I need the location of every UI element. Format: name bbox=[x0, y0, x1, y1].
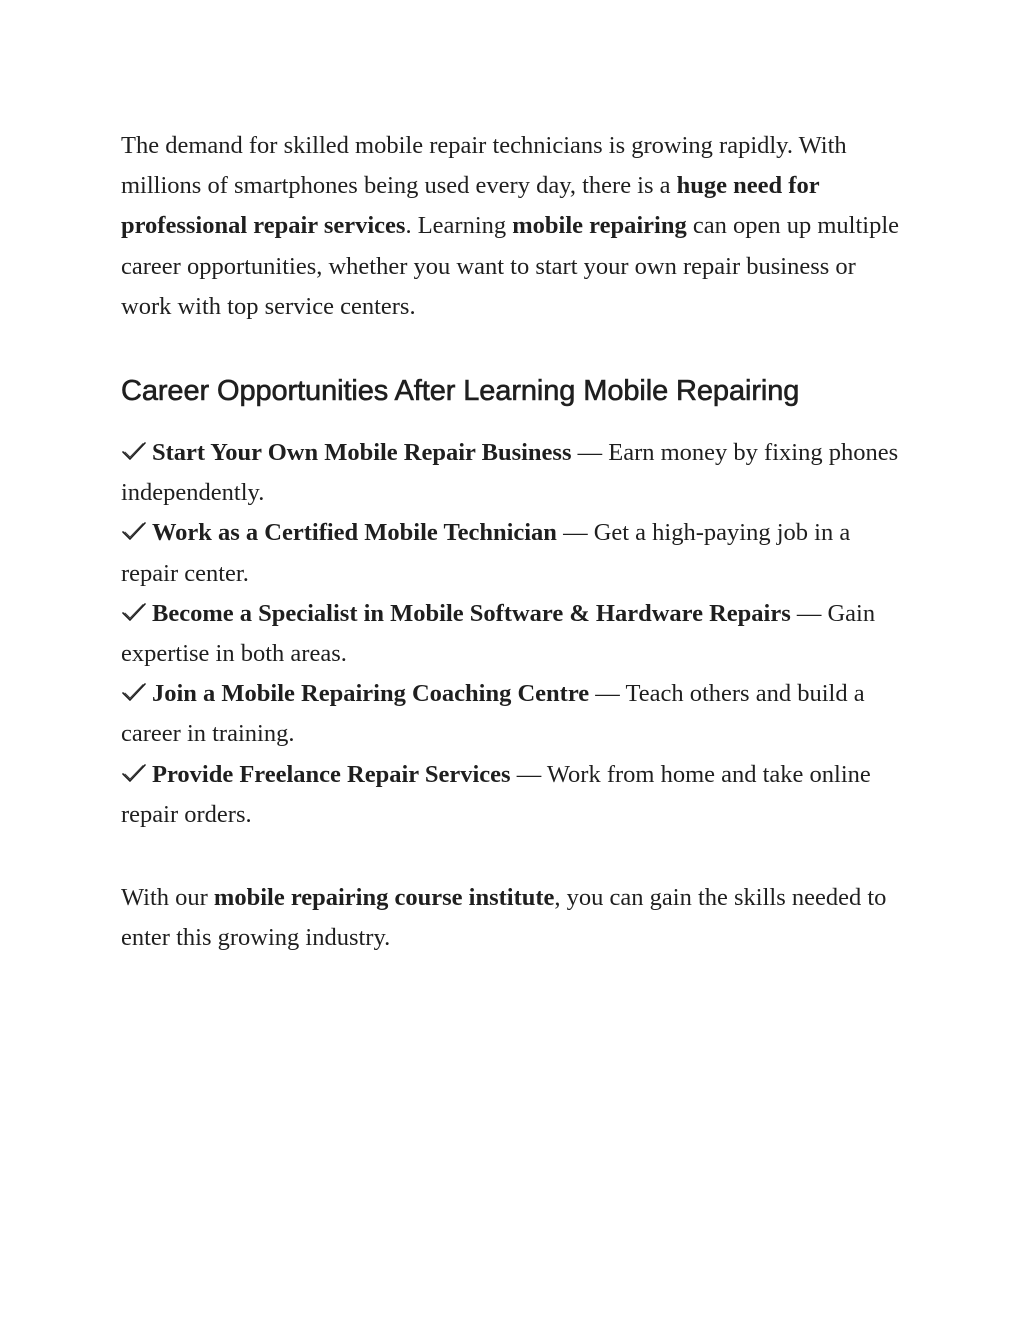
intro-bold-2: mobile repairing bbox=[512, 212, 687, 240]
intro-text-1: The demand for skilled mobile repair technicians is growing rapidly. With millions of smartphones being used every day, there is a bbox=[121, 132, 847, 200]
opportunity-list bbox=[121, 433, 911, 835]
list-item bbox=[121, 513, 911, 593]
closing-bold-1: mobile repairing course institute bbox=[213, 884, 555, 912]
check-icon bbox=[121, 440, 147, 462]
list-item-title: Work as a Certified Mobile Technician bbox=[152, 519, 557, 547]
intro-text-2: . Learning bbox=[405, 212, 513, 240]
closing-paragraph bbox=[121, 878, 911, 958]
document-page bbox=[121, 126, 911, 958]
list-item-text: — Earn money by fixing phones independently. bbox=[121, 439, 899, 507]
section-heading: Career Opportunities After Learning Mobile Repairing bbox=[121, 375, 800, 408]
list-item bbox=[121, 674, 911, 754]
intro-text-3: can open up multiple career opportunities, whether you want to start your own repair business or work with top service centers. bbox=[121, 212, 900, 320]
intro-bold-1: huge need for professional repair services bbox=[121, 172, 820, 240]
check-icon bbox=[121, 520, 147, 542]
list-item-title: Provide Freelance Repair Services bbox=[152, 760, 511, 788]
check-icon bbox=[121, 601, 147, 623]
intro-paragraph bbox=[121, 126, 911, 327]
closing-text-2: , you can gain the skills needed to enter this growing industry. bbox=[121, 884, 887, 952]
list-item bbox=[121, 755, 911, 835]
list-item bbox=[121, 433, 911, 513]
list-item-text: — Work from home and take online repair orders. bbox=[121, 760, 871, 828]
check-icon bbox=[121, 762, 147, 784]
list-item-text: — Get a high-paying job in a repair center. bbox=[121, 519, 851, 587]
closing-text-1: With our bbox=[121, 884, 214, 912]
list-item-title: Become a Specialist in Mobile Software & Hardware Repairs bbox=[152, 599, 791, 627]
list-item bbox=[121, 594, 911, 674]
check-icon bbox=[121, 681, 147, 703]
list-item-text: — Teach others and build a career in training. bbox=[121, 680, 865, 748]
list-item-title: Start Your Own Mobile Repair Business bbox=[152, 439, 572, 467]
list-item-text: — Gain expertise in both areas. bbox=[121, 599, 876, 668]
list-item-title: Join a Mobile Repairing Coaching Centre bbox=[152, 680, 590, 708]
